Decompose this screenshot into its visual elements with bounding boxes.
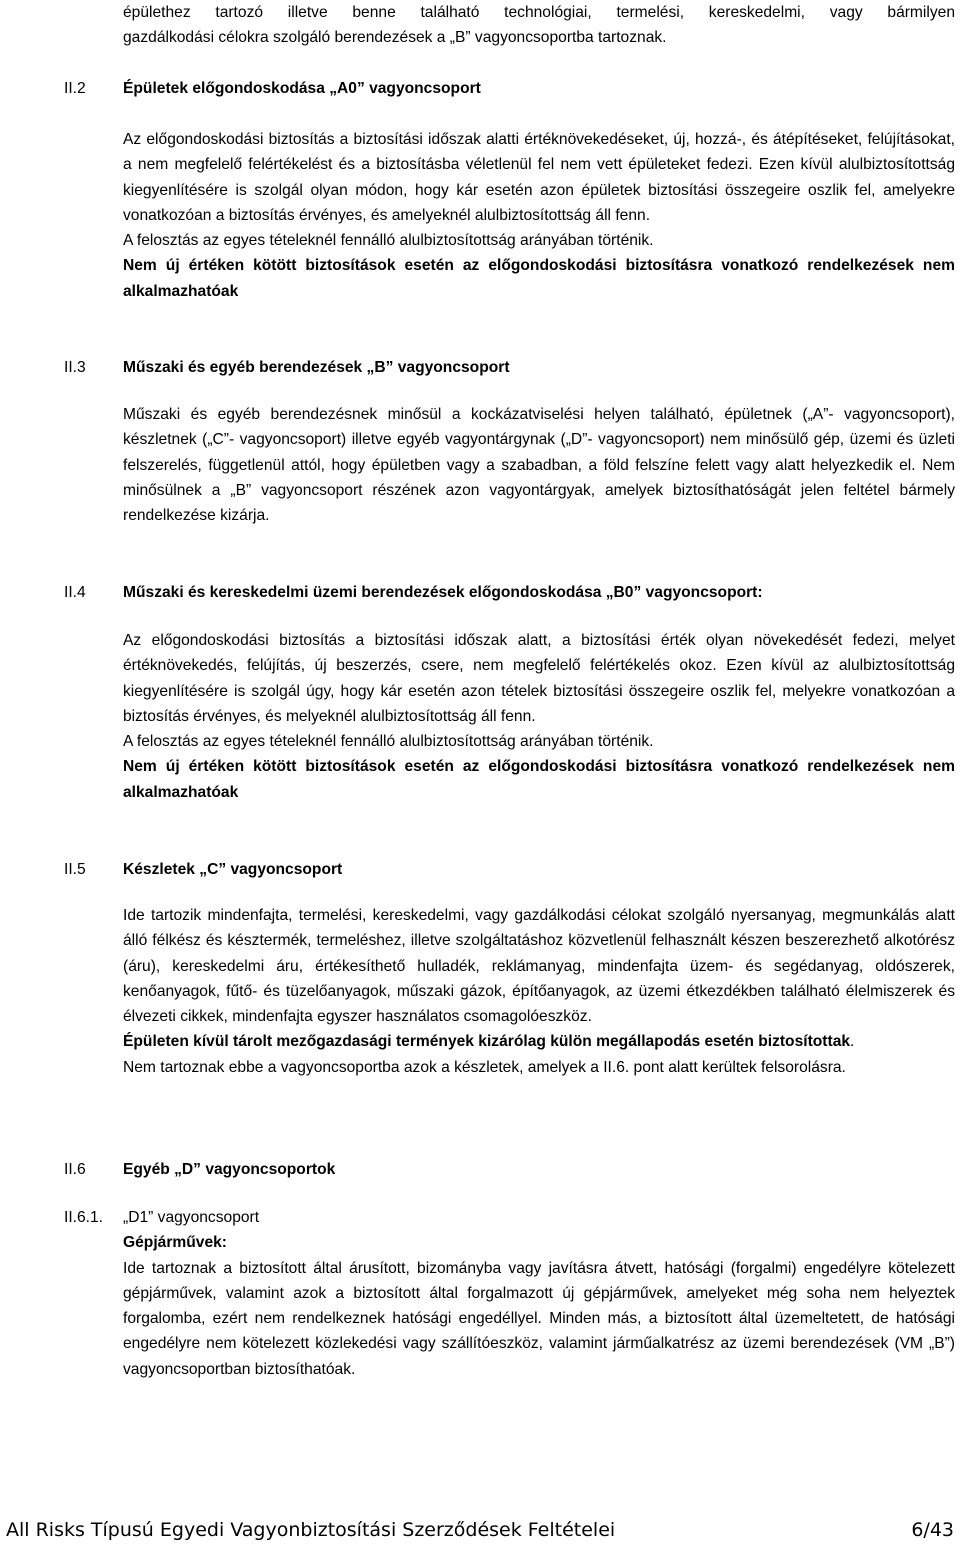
continuation-paragraph <box>123 0 955 51</box>
section-body-ii5 <box>123 903 955 1080</box>
section-line-ii2: A felosztás az egyes tételeknél fennálló alulbiztosítottság arányában történik. <box>123 232 654 250</box>
section-paragraph-ii3: Műszaki és egyéb berendezésnek minősül a kockázatviselési helyen található, épületnek („A”- vagyoncsoport), készletnek („C”- vagyoncsoport) illetve egyéb vagyontárgynak („D”- vagyoncsoport) nem minősülő gép, üzemi és üzleti felszerelés, függetlenül attól, hogy épületben vagy a szabadban, a föld felszíne felett vagy alatt helyezkedik el. Nem minősülnek a „B” vagyoncsoport részének azon vagyontárgyak, amelyek biztosíthatóságát jelen feltétel bármely rendelkezése kizárja. <box>123 406 955 525</box>
section-number-ii4: II.4 <box>64 584 86 601</box>
section-title-ii5: Készletek „C” vagyoncsoport <box>123 861 343 878</box>
continuation-line-1: épülethez tartozó illetve benne található technológiai, termelési, kereskedelmi, vagy bármilyen <box>123 4 955 21</box>
section-bold-note-ii2: Nem új értéken kötött biztosítások esetén az előgondoskodási biztosításra vonatkozó rendelkezések nem alkalmazhatóak <box>123 257 955 300</box>
section-title-ii2: Épületek előgondoskodása „A0” vagyoncsoport <box>123 80 481 97</box>
section-number-ii3: II.3 <box>64 359 86 376</box>
section-paragraph-ii4: Az előgondoskodási biztosítás a biztosítási időszak alatt, a biztosítási érték olyan növekedését fedezi, melyet értéknövekedés, felújítás, új beszerzés, csere, nem megfelelő felértékelés okoz. Ezen kívül az alulbiztosítottság kiegyenlítésére is szolgál úgy, hogy kár esetén azon tételek biztosítási összegeire oszlik fel, melyekre vonatkozóan a biztosítás érvényes, és melyeknél alulbiztosítottság áll fenn. <box>123 632 955 725</box>
footer-page-number: 6/43 <box>911 1519 954 1541</box>
section-body-ii4 <box>123 628 955 805</box>
section-paragraph-ii5: Ide tartozik mindenfajta, termelési, kereskedelmi, vagy gazdálkodási célokat szolgáló nyersanyag, megmunkálás alatt álló félkész és késztermék, termeléshez, illetve szolgáltatáshoz közvetlenül felhasznált készen beszerezhető alkotórész (áru), kereskedelmi áru, értékesíthető hulladék, reklámanyag, mindenfajta üzem- és segédanyag, oldószerek, kenőanyagok, fűtő- és tüzelőanyagok, műszaki gázok, építőanyagok, az üzemi étkezdékben található élelmiszerek és élvezeti cikkek, mindenfajta egyszer használatos csomagolóeszköz. <box>123 907 955 1026</box>
continuation-line-2: gazdálkodási célokra szolgáló berendezések a „B” vagyoncsoportba tartoznak. <box>123 29 667 47</box>
bold-sentence-end: . <box>850 1033 855 1051</box>
section-line-ii4: A felosztás az egyes tételeknél fennálló alulbiztosítottság arányában történik. <box>123 733 654 751</box>
section-subtitle-ii61: Gépjárművek: <box>123 1234 228 1252</box>
section-number-ii2: II.2 <box>64 80 86 97</box>
section-paragraph-ii61: Ide tartoznak a biztosított által árusított, bizományba vagy javításra átvett, hatósági (forgalmi) engedélyre kötelezett gépjárművek, valamint azok a biztosított által forgalmazott új gépjárművek, amelyeket még soha nem helyeztek forgalomba, ezért nem rendelkeznek hatósági engedéllyel. Minden más, a biztosított által üzemeltetett, de hatósági engedélyre nem kötelezett közlekedési vagy szállítóeszköz, valamint járműalkatrész az üzemi berendezések (VM „B”) vagyoncsoportban biztosíthatóak. <box>123 1259 955 1378</box>
section-title-ii4: Műszaki és kereskedelmi üzemi berendezések előgondoskodása „B0” vagyoncsoport: <box>123 584 763 601</box>
section-number-ii6: II.6 <box>64 1161 86 1178</box>
section-bold-note-ii4: Nem új értéken kötött biztosítások esetén az előgondoskodási biztosításra vonatkozó rendelkezések nem alkalmazhatóak <box>123 758 955 801</box>
section-body-ii61 <box>123 1205 955 1382</box>
section-body-ii2 <box>123 127 955 304</box>
section-title-ii6: Egyéb „D” vagyoncsoportok <box>123 1161 336 1178</box>
section-bold-sentence-ii5 <box>123 1029 955 1054</box>
section-number-ii61: II.6.1. <box>64 1209 104 1226</box>
footer-title: All Risks Típusú Egyedi Vagyonbiztosítási Szerződések Feltételei <box>6 1519 616 1541</box>
section-body-ii3 <box>123 402 955 528</box>
section-paragraph-ii2: Az előgondoskodási biztosítás a biztosítási időszak alatti értéknövekedéseket, új, hozzá-, és átépítéseket, felújításokat, a nem megfelelő felértékelést és a biztosításba véletlenül fel nem vett épületeket fedezi. Ezen kívül alulbiztosítottság kiegyenlítésére is szolgál olyan módon, hogy kár esetén azon épületek biztosítási összegeire oszlik fel, amelyekre vonatkozóan a biztosítás érvényes, és amelyeknél alulbiztosítottság áll fenn. <box>123 131 955 224</box>
section-title-ii61: „D1” vagyoncsoport <box>123 1209 260 1226</box>
bold-sentence-text: Épületen kívül tárolt mezőgazdasági termények kizárólag külön megállapodás esetén biztosítottak <box>123 1033 851 1051</box>
section-paragraph2-ii5: Nem tartoznak ebbe a vagyoncsoportba azok a készletek, amelyek a II.6. pont alatt kerültek felsorolásra. <box>123 1058 846 1076</box>
section-title-ii3: Műszaki és egyéb berendezések „B” vagyoncsoport <box>123 359 510 376</box>
section-number-ii5: II.5 <box>64 861 86 878</box>
